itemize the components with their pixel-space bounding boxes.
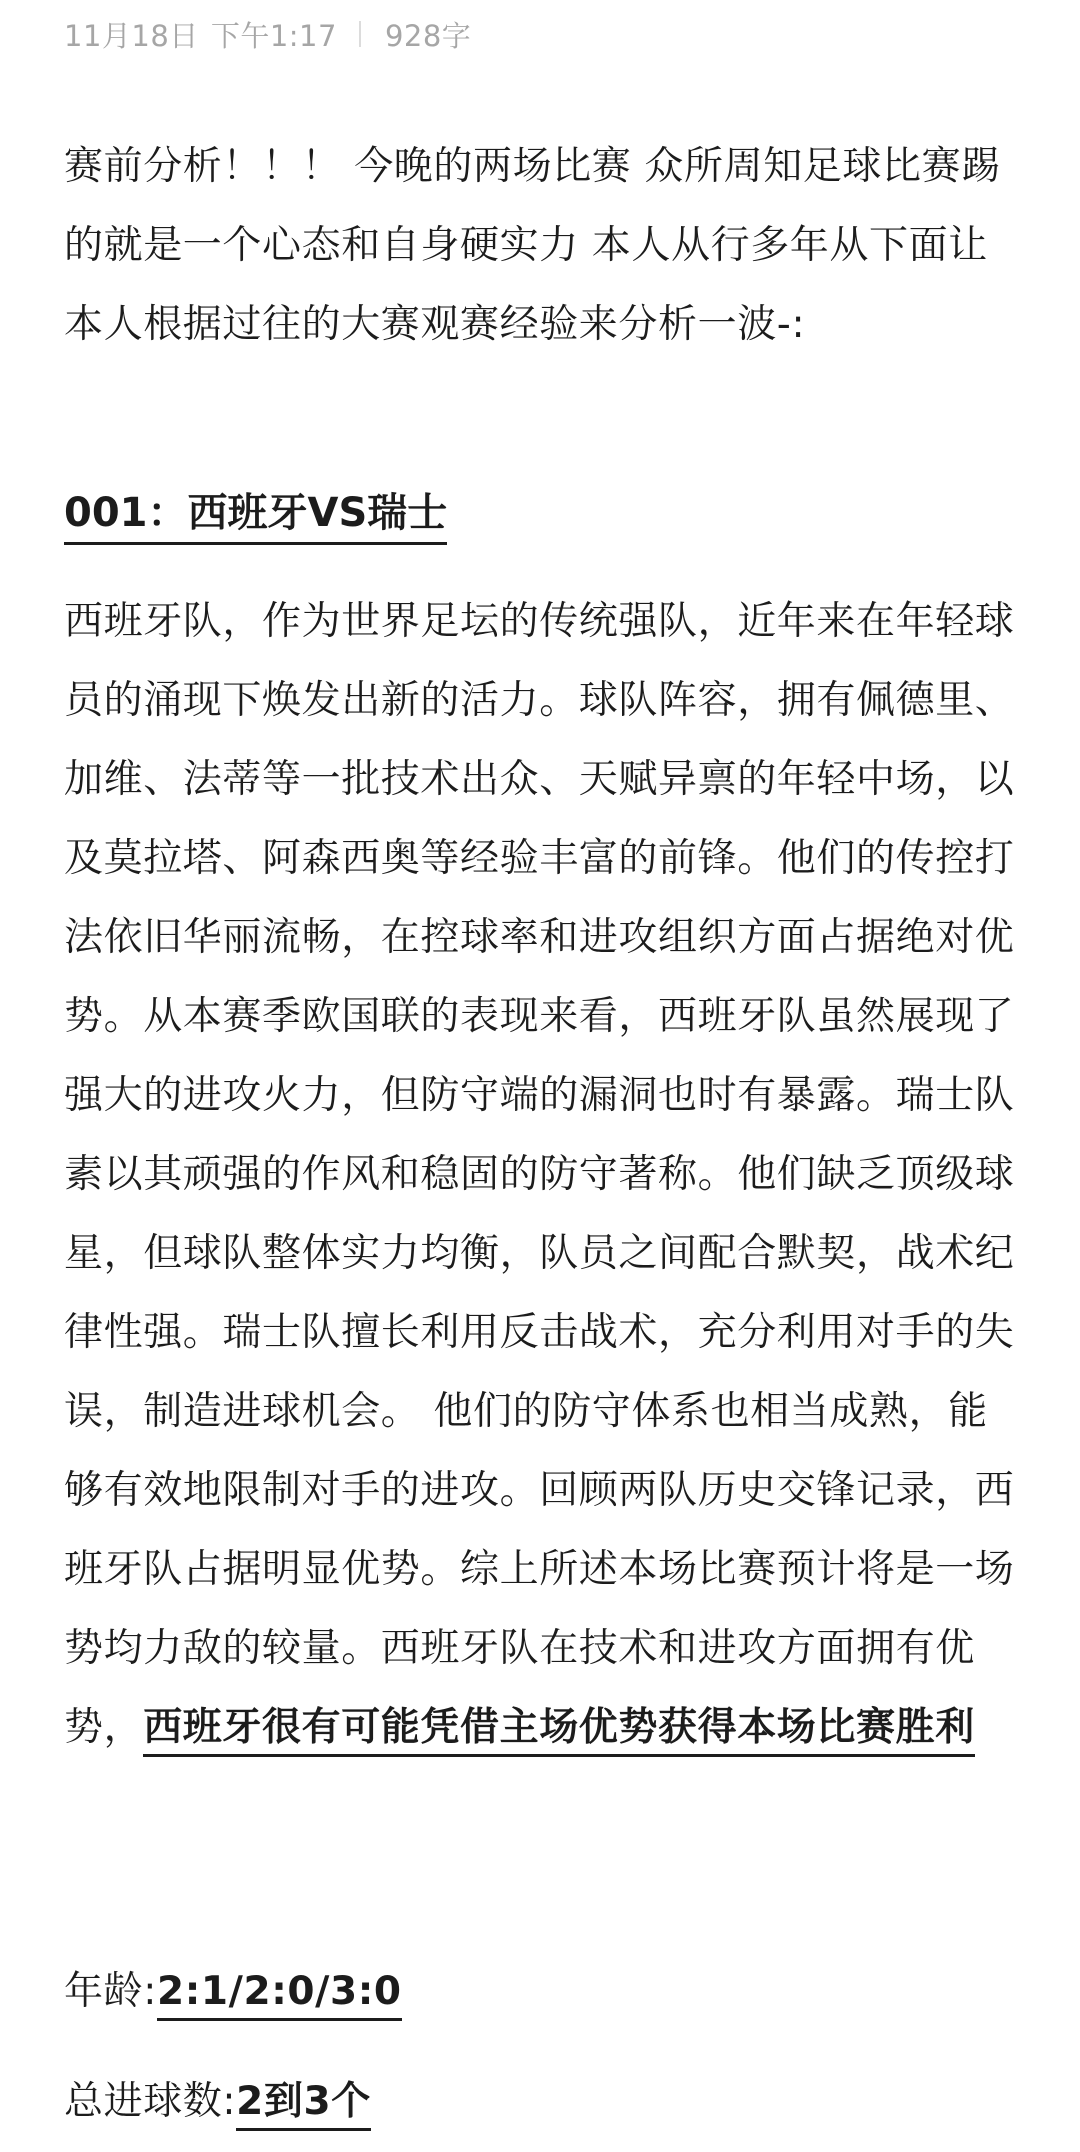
note-meta-bar <box>64 14 471 54</box>
total-goals-line <box>64 2062 371 2142</box>
analysis-paragraph <box>64 582 1024 1767</box>
total-goals-value: 2到3个 <box>236 2079 371 2131</box>
match-heading-text: 001：西班牙VS瑞士 <box>64 490 447 545</box>
word-count: 928字 <box>384 18 472 53</box>
age-line <box>64 1952 402 2032</box>
conclusion-text: 西班牙很有可能凭借主场优势获得本场比赛胜利 <box>143 1705 975 1757</box>
age-label: 年龄: <box>64 1969 157 2014</box>
note-date: 11月18日 <box>64 18 199 53</box>
age-value: 2:1/2:0/3:0 <box>157 1969 402 2021</box>
match-heading <box>64 473 447 553</box>
analysis-text: 西班牙队，作为世界足坛的传统强队，近年来在年轻球员的涌现下焕发出新的活力。球队阵容，拥有佩德里、加维、法蒂等一批技术出众、天赋异禀的年轻中场，以及莫拉塔、阿森西奥等经验丰富的前锋。他们的传控打法依旧华丽流畅，在控球率和进攻组织方面占据绝对优势。从本赛季欧国联的表现来看，西班牙队虽然展现了强大的进攻火力，但防守端的漏洞也时有暴露。瑞士队素以其顽强的作风和稳固的防守著称。他们缺乏顶级球星，但球队整体实力均衡，队员之间配合默契，战术纪律性强。瑞士队擅长利用反击战术，充分利用对手的失误，制造进球机会。 他们的防守体系也相当成熟，能够有效地限制对手的进攻。回顾两队历史交锋记录，西班牙队占据明显优势。综上所述本场比赛预计将是一场势均力敌的较量。西班牙队在技术和进攻方面拥有优势， <box>64 599 1015 1750</box>
note-time: 下午1:17 <box>210 18 337 53</box>
intro-paragraph: 赛前分析！！！ 今晚的两场比赛 众所周知足球比赛踢的就是一个心态和自身硬实力 本人从行多年从下面让本人根据过往的大赛观赛经验来分析一波-: <box>64 144 1001 347</box>
meta-divider <box>359 21 361 47</box>
total-goals-label: 总进球数: <box>64 2079 237 2124</box>
